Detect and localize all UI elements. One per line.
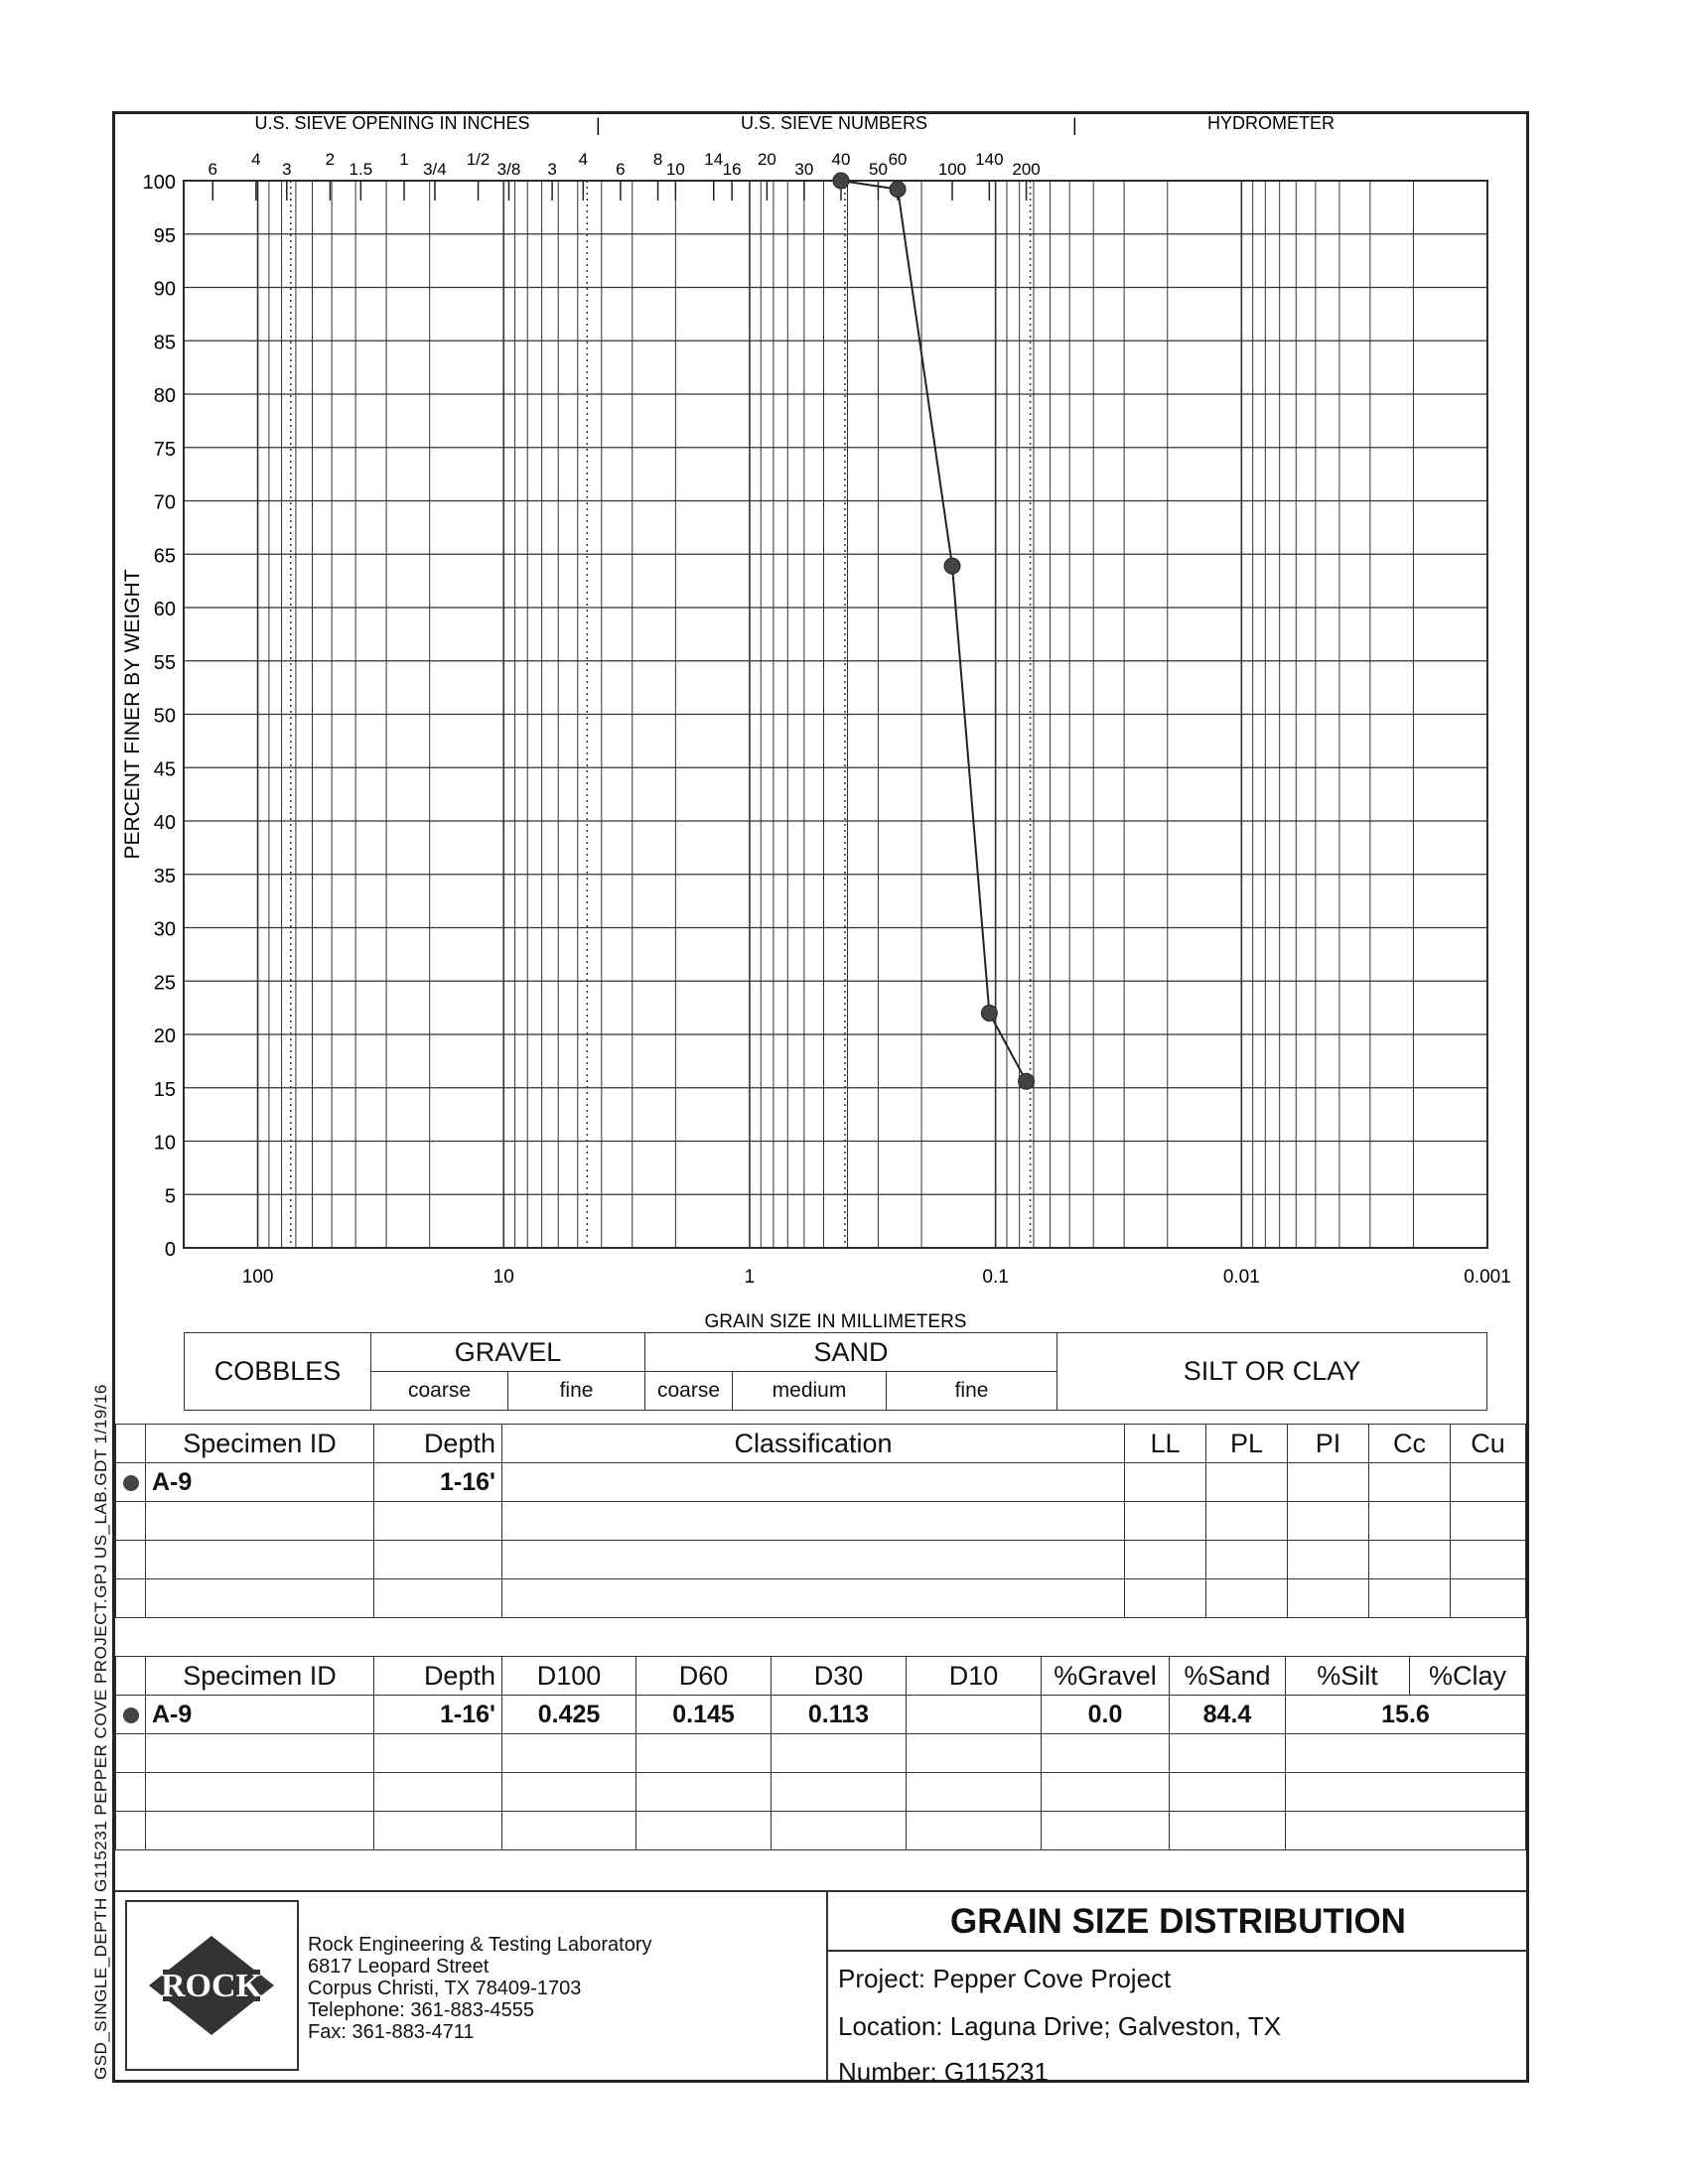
sand-label: SAND — [645, 1333, 1057, 1372]
header-divider: | — [596, 115, 601, 135]
y-tick-label: 10 — [153, 1132, 176, 1155]
circle-marker-icon — [123, 1707, 139, 1723]
data-point — [944, 558, 960, 574]
table-row — [116, 1463, 1526, 1502]
col-specimen-id-2: Specimen ID — [146, 1657, 374, 1696]
col-gravel: %Gravel — [1042, 1657, 1170, 1696]
d60-value: 0.145 — [636, 1696, 772, 1734]
marker-col — [116, 1425, 146, 1463]
sand-value: 84.4 — [1170, 1696, 1286, 1734]
sieve-label: 1.5 — [349, 160, 373, 179]
col-d60: D60 — [636, 1657, 772, 1696]
col-pl: PL — [1206, 1425, 1288, 1463]
table-row — [116, 1696, 1526, 1734]
x-tick-label: 0.1 — [982, 1267, 1009, 1288]
cu-value — [1451, 1463, 1526, 1502]
sieve-label: 3/8 — [496, 160, 521, 179]
lab-info — [308, 1934, 652, 2043]
d10-value — [907, 1696, 1042, 1734]
y-tick-label: 35 — [153, 865, 176, 887]
y-tick-label: 15 — [153, 1078, 176, 1101]
data-point — [833, 173, 849, 189]
depth: 1-16' — [374, 1463, 502, 1502]
sieve-label: 1/2 — [466, 150, 491, 169]
silt-clay-value: 15.6 — [1286, 1696, 1526, 1734]
x-tick-label: 0.01 — [1222, 1267, 1260, 1288]
lab-name: Rock Engineering & Testing Laboratory — [308, 1934, 652, 1956]
gravel-label: GRAVEL — [371, 1333, 645, 1372]
number-line: Number: G115231 — [838, 2057, 1049, 2087]
y-tick-label: 50 — [153, 705, 176, 728]
sieve-label: 40 — [831, 150, 851, 169]
sieve-label: 50 — [868, 160, 888, 179]
data-point — [890, 182, 906, 198]
sieve-label: 20 — [757, 150, 776, 169]
sieve-label: 6 — [616, 160, 626, 179]
sieve-label: 10 — [665, 160, 685, 179]
x-tick-label: 0.001 — [1464, 1267, 1511, 1288]
sieve-label: 1 — [399, 150, 409, 169]
sieve-label: 140 — [975, 150, 1004, 169]
sieve-label: 6 — [208, 160, 217, 179]
col-silt: %Silt — [1286, 1657, 1410, 1696]
lab-phone: Telephone: 361-883-4555 — [308, 1999, 534, 2021]
gravel-value: 0.0 — [1042, 1696, 1170, 1734]
project-line: Project: Pepper Cove Project — [838, 1964, 1172, 1993]
specimen-id: A-9 — [146, 1463, 374, 1502]
sieve-label: 2 — [325, 150, 336, 169]
classification-table — [115, 1424, 1526, 1618]
sieve-label: 8 — [652, 150, 663, 169]
d100-value: 0.425 — [502, 1696, 636, 1734]
specimen-id-2: A-9 — [146, 1696, 374, 1734]
y-tick-label: 85 — [153, 332, 176, 354]
lab-fax: Fax: 361-883-4711 — [308, 2021, 475, 2043]
col-ll: LL — [1125, 1425, 1206, 1463]
y-tick-label: 60 — [153, 599, 176, 620]
file-path-note: GSD_SINGLE_DEPTH G115231 PEPPER COVE PROJECT.GPJ US_LAB.GDT 1/19/16 — [91, 1384, 110, 2080]
y-tick-label: 55 — [153, 651, 176, 674]
col-cu: Cu — [1451, 1425, 1526, 1463]
company-logo — [125, 1900, 299, 2071]
gravel-fine-label: fine — [508, 1372, 645, 1411]
ll-value — [1125, 1463, 1206, 1502]
gravel-coarse-label: coarse — [371, 1372, 508, 1411]
col-specimen-id: Specimen ID — [146, 1425, 374, 1463]
y-tick-label: 30 — [153, 918, 176, 941]
pi-value — [1288, 1463, 1369, 1502]
data-point — [981, 1006, 997, 1022]
chart-labels — [121, 113, 1511, 1332]
sieve-label: 3 — [547, 160, 557, 179]
y-tick-label: 90 — [153, 278, 176, 301]
diamond-logo-icon — [127, 1902, 297, 2069]
y-tick-label: 75 — [153, 438, 176, 461]
col-depth-2: Depth — [374, 1657, 502, 1696]
data-point — [1019, 1073, 1035, 1089]
col-clay: %Clay — [1410, 1657, 1526, 1696]
cobbles-label: COBBLES — [185, 1333, 371, 1411]
depth-2: 1-16' — [374, 1696, 502, 1734]
header-sieve-inches: U.S. SIEVE OPENING IN INCHES — [254, 113, 530, 133]
sieve-label: 14 — [704, 150, 724, 169]
header-divider: | — [1072, 115, 1077, 135]
y-tick-label: 45 — [153, 758, 176, 781]
y-tick-label: 20 — [153, 1025, 176, 1047]
sieve-label: 3/4 — [423, 160, 447, 179]
y-tick-label: 5 — [164, 1185, 176, 1208]
y-tick-label: 80 — [153, 385, 176, 407]
col-d30: D30 — [772, 1657, 907, 1696]
col-sand: %Sand — [1170, 1657, 1286, 1696]
x-tick-label: 1 — [744, 1267, 756, 1288]
sieve-label: 30 — [794, 160, 814, 179]
location-line: Location: Laguna Drive; Galveston, TX — [838, 2011, 1282, 2041]
header-hydrometer: HYDROMETER — [1206, 113, 1336, 133]
sieve-label: 16 — [722, 160, 742, 179]
pl-value — [1206, 1463, 1288, 1502]
sieve-label: 3 — [282, 160, 292, 179]
col-pi: PI — [1288, 1425, 1369, 1463]
y-tick-label: 70 — [153, 491, 176, 514]
y-tick-label: 0 — [164, 1239, 176, 1261]
x-axis-label: GRAIN SIZE IN MILLIMETERS — [704, 1311, 967, 1332]
sieve-label: 100 — [937, 160, 967, 179]
silt-clay-label: SILT OR CLAY — [1057, 1333, 1487, 1411]
sieve-label: 4 — [251, 150, 261, 169]
circle-marker-icon — [123, 1475, 139, 1491]
col-depth: Depth — [374, 1425, 502, 1463]
lab-city: Corpus Christi, TX 78409-1703 — [308, 1978, 582, 1999]
report-title-box — [826, 1892, 1528, 2087]
y-tick-label: 100 — [142, 172, 176, 194]
soil-classification-band — [184, 1332, 1487, 1411]
chart-marks — [833, 173, 1035, 1089]
report-title: GRAIN SIZE DISTRIBUTION — [950, 1902, 1406, 1941]
y-axis-label: PERCENT FINER BY WEIGHT — [121, 569, 144, 860]
y-tick-label: 25 — [153, 972, 176, 995]
x-tick-label: 100 — [241, 1267, 274, 1288]
col-d100: D100 — [502, 1657, 636, 1696]
y-tick-label: 95 — [153, 224, 176, 247]
sieve-label: 4 — [578, 150, 589, 169]
x-tick-label: 10 — [492, 1267, 514, 1288]
y-tick-label: 40 — [153, 812, 176, 834]
sieve-label: 60 — [888, 150, 908, 169]
sand-medium-label: medium — [733, 1372, 887, 1411]
classification-value — [502, 1463, 1125, 1502]
sand-fine-label: fine — [887, 1372, 1057, 1411]
chart-grid — [184, 181, 1487, 1248]
lab-street: 6817 Leopard Street — [308, 1956, 490, 1978]
y-tick-label: 65 — [153, 545, 176, 568]
col-cc: Cc — [1369, 1425, 1451, 1463]
col-d10: D10 — [907, 1657, 1042, 1696]
sieve-label: 200 — [1012, 160, 1041, 179]
logo-text: ROCK — [161, 1968, 262, 2004]
cc-value — [1369, 1463, 1451, 1502]
d30-value: 0.113 — [772, 1696, 907, 1734]
header-sieve-numbers: U.S. SIEVE NUMBERS — [740, 113, 928, 133]
col-classification: Classification — [502, 1425, 1125, 1463]
gradation-curve — [841, 181, 1027, 1081]
gradation-table — [115, 1656, 1526, 1850]
sand-coarse-label: coarse — [645, 1372, 733, 1411]
